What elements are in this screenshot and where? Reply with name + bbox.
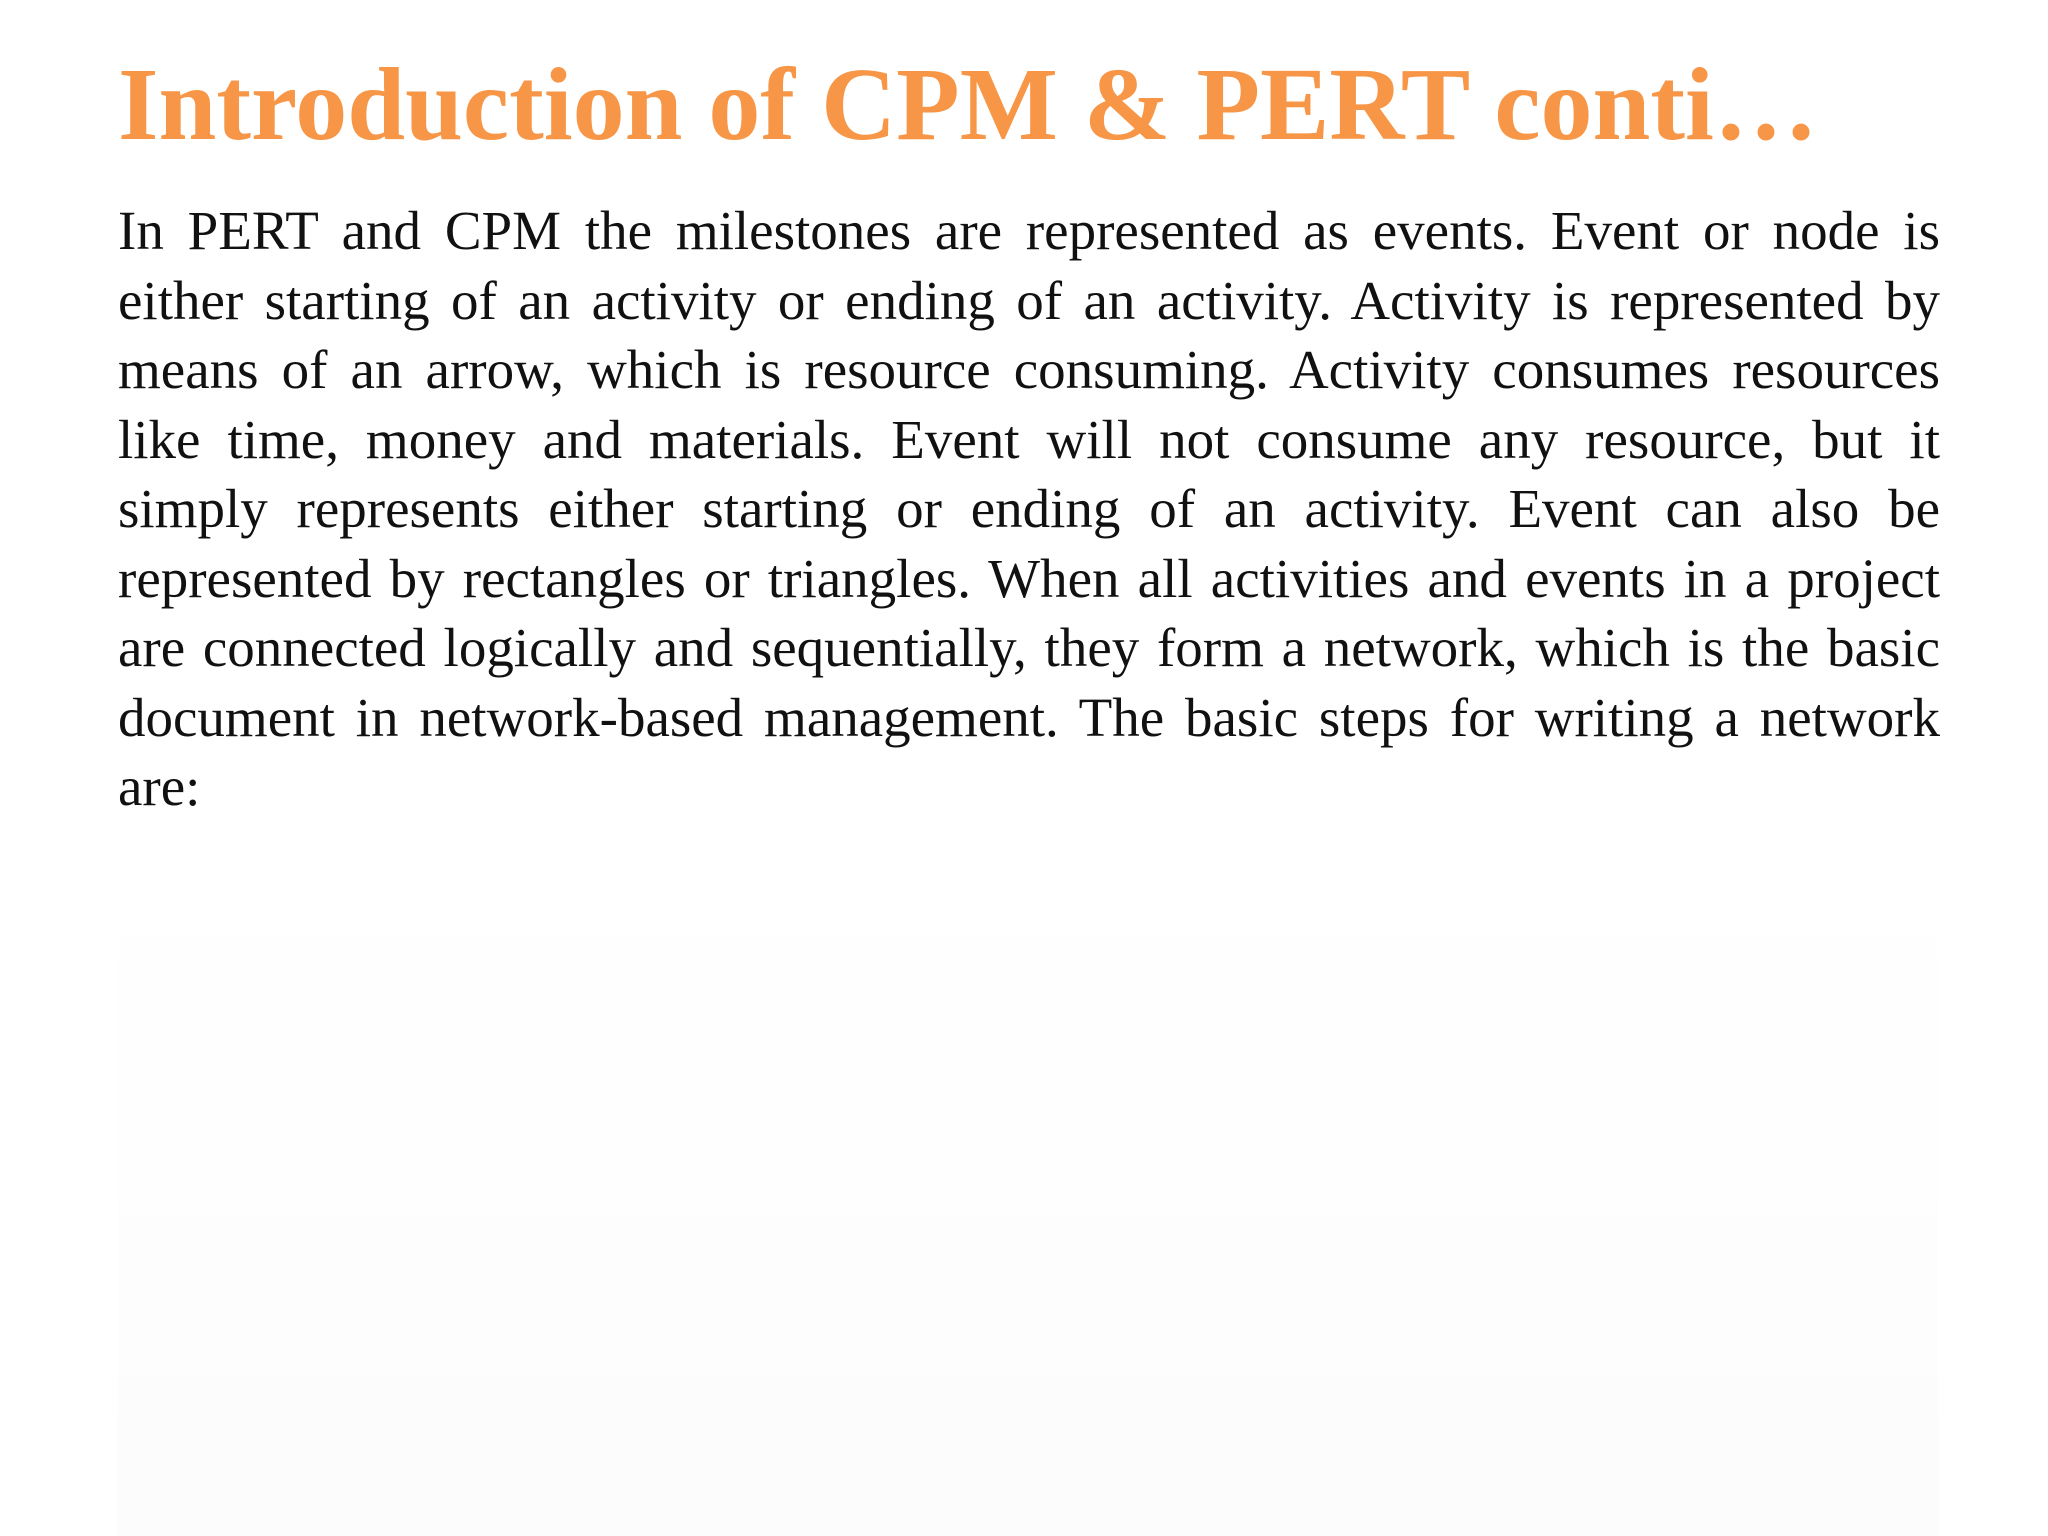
slide-body-text: In PERT and CPM the milestones are represented as events. Event or node is either starting of an activity or ending of an activity. Activity is represented by means of an arrow, which is resource consuming. Activity consumes resources like time, money and materials. Event will not consume any resource, but it simply represents either starting or ending of an activity. Event can also be represented by rectangles or triangles. When all activities and events in a project are connected logically and sequentially, they form a network, which is the basic document in network-based management. The basic steps for writing a network are: <box>118 200 1940 817</box>
slide-title: Introduction of CPM & PERT conti… <box>118 47 1818 162</box>
